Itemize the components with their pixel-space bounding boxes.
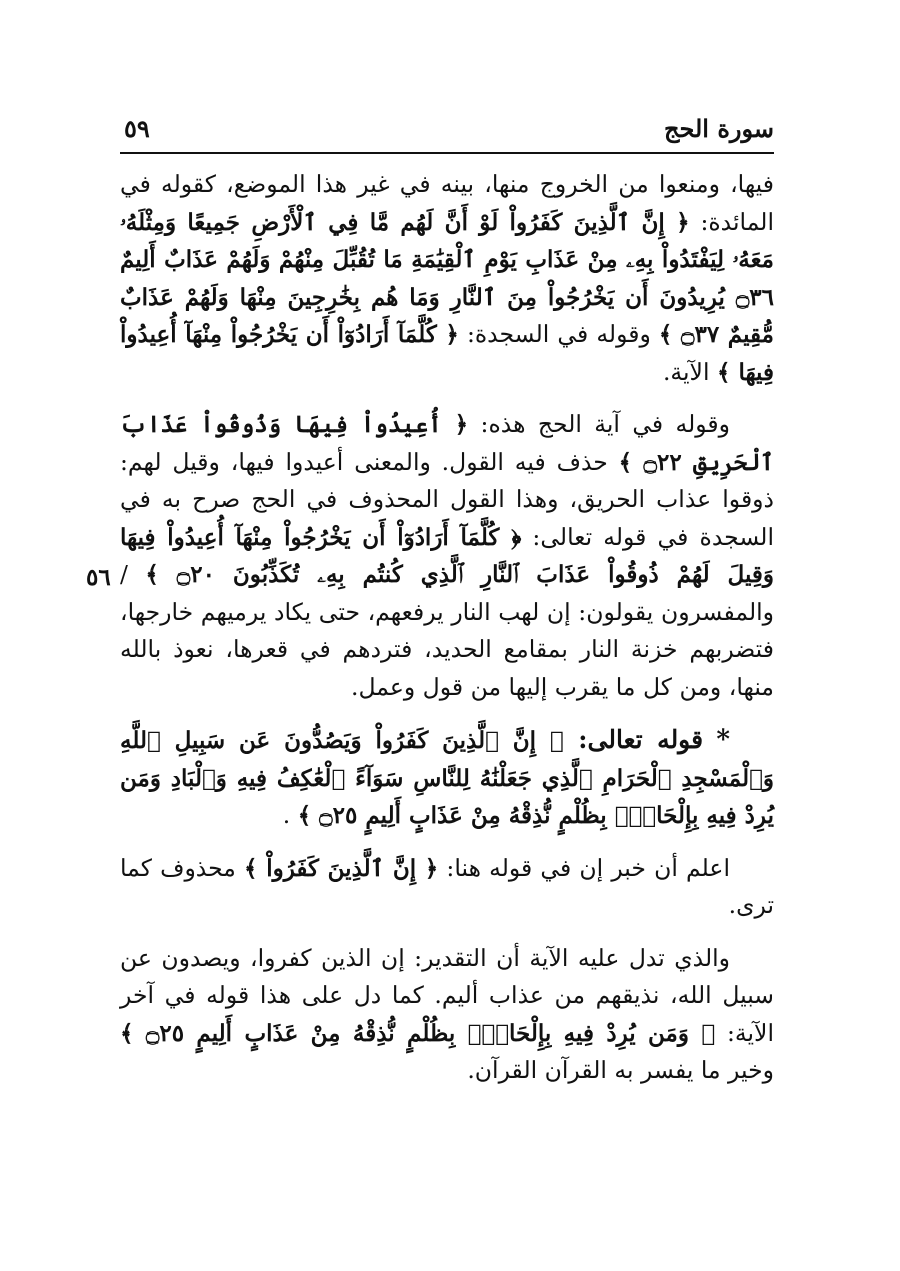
text-span: وخير ما يفسر به القرآن القرآن.: [467, 1056, 774, 1084]
paragraph-2: [120, 406, 774, 706]
text-span: وقوله في آية الحج هذه:: [468, 410, 731, 438]
page-number: ٥٩: [124, 114, 150, 143]
text-span: /والمفسرون يقولون: إن لهب النار يرفعهم، حتى يكاد يرميهم خارجها، فتضربهم خزنة النار بمقامع الحديد، فتردهم في قعرها، نعوذ بالله منها، ومن كل ما يقرب إليها من قول وعمل.: [120, 560, 774, 701]
surah-title: سورة الحج: [664, 114, 774, 143]
text-span: وقوله في السجدة:: [458, 320, 651, 348]
page-header: [120, 108, 774, 152]
text-span: الآية.: [662, 357, 710, 386]
text-span: فيها، ومنعوا من الخروج منها، بينه في غير هذا الموضع، كقوله في المائدة:: [120, 170, 774, 236]
paragraph-5: [120, 940, 774, 1090]
quran-quote: ﴿ كُلَّمَآ أَرَادُوٓاْ أَن يَخْرُجُواْ مِنْهَآ أُعِيدُواْ فِيهَا ﴾: [120, 321, 774, 386]
quran-quote: ﴿ إِنَّ ٱلَّذِينَ كَفَرُواْ لَوْ أَنَّ لَهُم مَّا فِي ٱلْأَرْضِ جَمِيعًا وَمِثْلَهُۥ مَعَهُۥ لِيَفْتَدُواْ بِهِۦ مِنْ عَذَابِ يَوْمِ ٱلْقِيَٰمَةِ مَا تُقُبِّلَ مِنْهُمْ وَلَهُمْ عَذَابٌ أَلِيمٌ ۝٣٦ يُرِيدُونَ أَن يَخْرُجُواْ مِنَ ٱلنَّارِ وَمَا هُم بِخَٰرِجِينَ مِنْهَا وَلَهُمْ عَذَابٌ مُّقِيمٌ ۝٣٧ ﴾: [120, 208, 774, 348]
paragraph-1: [120, 166, 774, 391]
text-span: اعلم أن خبر إن في قوله هنا:: [438, 853, 730, 882]
page-body: [120, 166, 774, 1090]
paragraph-4: [120, 850, 774, 925]
quran-quote: ﴿ كُلَّمَآ أَرَادُوٓاْ أَن يَخْرُجُواْ مِنْهَآ أُعِيدُواْ فِيهَا وَقِيلَ لَهُمْ ذُوقُواْ عَذَابَ ٱلنَّارِ ٱلَّذِي كُنتُم بِهِۦ تُكَذِّبُونَ ۝٢٠ ﴾: [120, 523, 774, 588]
text-span: والذي تدل عليه الآية أن التقدير: إن الذين كفروا، ويصدون عن سبيل الله، نذيقهم من عذاب أليم. كما دل على هذا قوله في آخر الآية:: [120, 943, 774, 1047]
quran-quote: ﴿ أُعِيدُواْ فِيهَا وَذُوقُواْ عَذَابَ ٱلْحَرِيقِ ۝٢٢ ﴾: [120, 411, 774, 476]
quran-quote: ﴿ إِنَّ ٱلَّذِينَ كَفَرُواْ ﴾: [244, 854, 439, 882]
star-marker: *: [716, 725, 730, 755]
header-rule: [120, 152, 774, 154]
quran-quote: ﴿ وَمَن يُرِدْ فِيهِ بِإِلْحَادٍۭ بِظُلْمٍ نُّذِقْهُ مِنْ عَذَابٍ أَلِيمٍ ۝٢٥ ﴾: [120, 1019, 716, 1047]
text-span: محذوف كما ترى.: [120, 853, 774, 919]
text-span: حذف فيه القول. والمعنى أعيدوا فيها، وقيل لهم: ذوقوا عذاب الحريق، وهذا القول المحذوف في الحج صرح به في السجدة في قوله تعالى:: [120, 447, 774, 551]
section-lead: قوله تعالى:: [563, 725, 704, 754]
quran-quote: ﴿ إِنَّ ٱلَّذِينَ كَفَرُواْ وَيَصُدُّونَ عَن سَبِيلِ ٱللَّهِ وَٱلْمَسْجِدِ ٱلْحَرَامِ ٱلَّذِي جَعَلْنَٰهُ لِلنَّاسِ سَوَآءً ٱلْعَٰكِفُ فِيهِ وَٱلْبَادِ وَمَن يُرِدْ فِيهِ بِإِلْحَادٍۭ بِظُلْمٍ نُّذِقْهُ مِنْ عَذَابٍ أَلِيمٍ ۝٢٥ ﴾: [120, 727, 774, 829]
paragraph-3: [120, 721, 774, 835]
margin-page-reference: ٥٦: [86, 564, 111, 591]
text-span: .: [282, 801, 291, 829]
